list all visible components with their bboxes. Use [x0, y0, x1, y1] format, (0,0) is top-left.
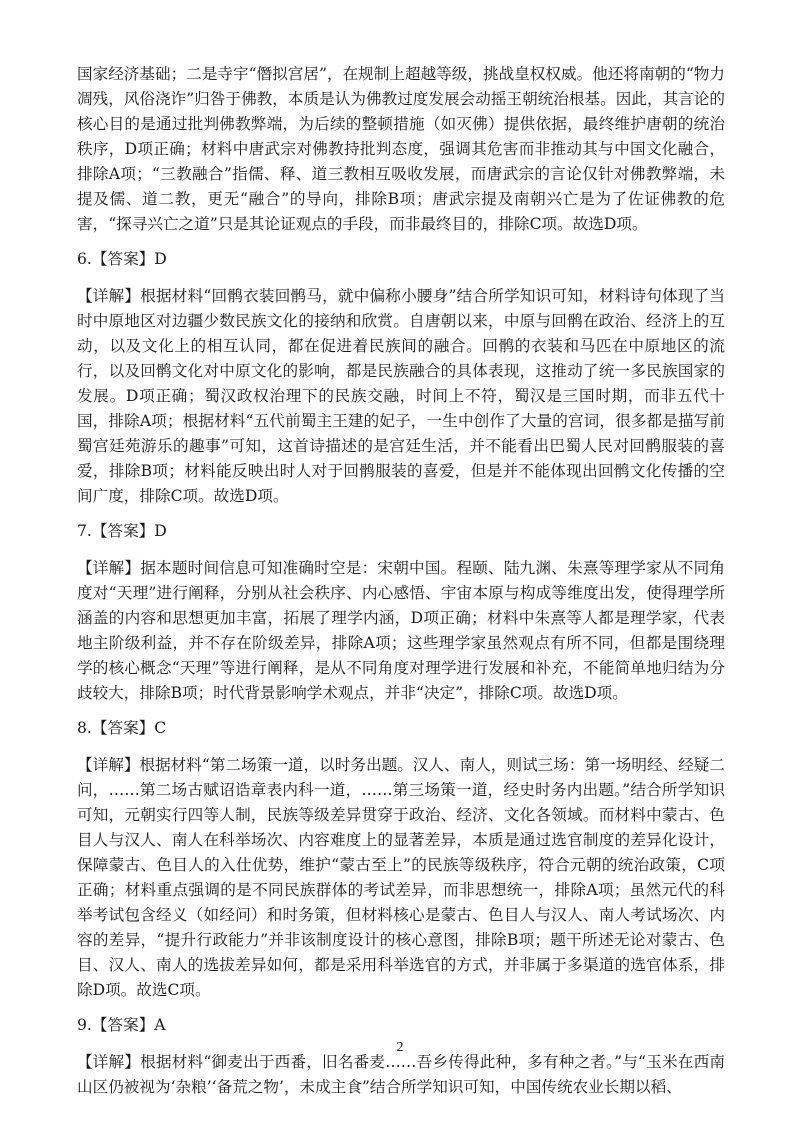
- answer-line: 8.【答案】C: [77, 719, 167, 737]
- detail-text: 据本题时间信息可知准确时空是：宋朝中国。程颐、陆九渊、朱熹等理学家从不同角度对“天理”进行阐释，分别从社会秩序、内心感悟、宇宙本原与构成等维度出发，使得理学所涵盖的内容和思想更加丰富，拓展了理学内涵，D项正确；材料中朱熹等人都是理学家，代表地主阶级利益，并不存在阶级差异，排除A项；这些理学家虽然观点有所不同，但都是围绕理学的核心概念“天理”等进行阐释，是从不同角度对理学进行发展和补充，不能简单地归结为分歧较大，排除B项；时代背景影响学术观点，并非“决定”，排除C项。故选D项。: [77, 559, 725, 702]
- answer-line: 9.【答案】A: [77, 1016, 166, 1034]
- detail-paragraph: [77, 556, 725, 706]
- page-number: 2: [396, 1040, 404, 1055]
- question-6: [77, 247, 725, 509]
- detail-paragraph: [77, 753, 725, 1003]
- answer-line: 7.【答案】D: [77, 522, 167, 540]
- detail-paragraph: [77, 284, 725, 509]
- question-7: [77, 519, 725, 706]
- detail-text: 根据材料“回鹘衣装回鹘马，就中偏称小腰身”结合所学知识可知，材料诗句体现了当时中原地区对边疆少数民族文化的接纳和欣赏。自唐朝以来，中原与回鹘在政治、经济上的互动，以及文化上的相互认同，都在促进着民族间的融合。回鹘的衣装和马匹在中原地区的流行，以及回鹘文化对中原文化的影响，都是民族融合的具体表现，这推动了统一多民族国家的发展。D项正确；蜀汉政权治理下的民族交融，时间上不符，蜀汉是三国时期，而非五代十国，排除A项；根据材料“五代前蜀主王建的妃子，一生中创作了大量的宫词，很多都是描写前蜀宫廷苑游乐的趣事”可知，这首诗描述的是宫廷生活，并不能看出巴蜀人民对回鹘服装的喜爱，排除B项；材料能反映出时人对于回鹘服装的喜爱，但是并不能体现出回鹘文化传播的空间广度，排除C项。故选D项。: [77, 287, 725, 505]
- detail-label: 【详解】: [77, 559, 141, 577]
- question-8: [77, 716, 725, 1003]
- detail-text: 根据材料“御麦出于西番，旧名番麦……吾乡传得此种，多有种之者。”与“玉米在西南山区仍被视为‘杂粮’‘备荒之物’，未成主食”结合所学知识可知，中国传统农业长期以稻、: [77, 1053, 725, 1096]
- detail-paragraph: [77, 1050, 725, 1100]
- question-9: [77, 1013, 725, 1100]
- detail-text: 根据材料“第二场策一道，以时务出题。汉人、南人，则试三场：第一场明经、经疑二问，……第二场古赋诏诰章表内科一道，……第三场策一道，经史时务内出题。”结合所学知识可知，元朝实行四等人制，民族等级差异贯穿于政治、经济、文化各领域。而材料中蒙古、色目人与汉人、南人在科举场次、内容难度上的显著差异，本质是通过选官制度的差异化设计，保障蒙古、色目人的入仕优势，维护“蒙古至上”的民族等级秩序，符合元朝的统治政策，C项正确；材料重点强调的是不同民族群体的考试差异，而非思想统一，排除A项；虽然元代的科举考试包含经义（如经问）和时务策，但材料核心是蒙古、色目人与汉人、南人考试场次、内容的差异，“提升行政能力”并非该制度设计的核心意图，排除B项；题干所述无论对蒙古、色目、汉人、南人的选拔差异如何，都是采用科举选官的方式，并非属于多渠道的选官体系，排除D项。故选C项。: [77, 756, 725, 999]
- detail-label: 【详解】: [77, 287, 141, 305]
- detail-label: 【详解】: [77, 756, 140, 774]
- document-page: [77, 62, 725, 1100]
- answer-line: 6.【答案】D: [77, 250, 167, 268]
- intro-paragraph: 国家经济基础；二是寺宇“僭拟宫居”，在规制上超越等级，挑战皇权权威。他还将南朝的“物力凋残，风俗浇诈”归咎于佛教，本质是认为佛教过度发展会动摇王朝统治根基。因此，其言论的核心目的是通过批判佛教弊端，为后续的整顿措施（如灭佛）提供依据，最终维护唐朝的统治秩序，D项正确；材料中唐武宗对佛教持批判态度，强调其危害而非推动其与中国文化融合，排除A项；“三教融合”指儒、释、道三教相互吸收发展，而唐武宗的言论仅针对佛教弊端，未提及儒、道二教，更无“融合”的导向，排除B项；唐武宗提及南朝兴亡是为了佐证佛教的危害，“探寻兴亡之道”只是其论证观点的手段，而非最终目的，排除C项。故选D项。: [77, 65, 725, 233]
- detail-label: 【详解】: [77, 1053, 141, 1071]
